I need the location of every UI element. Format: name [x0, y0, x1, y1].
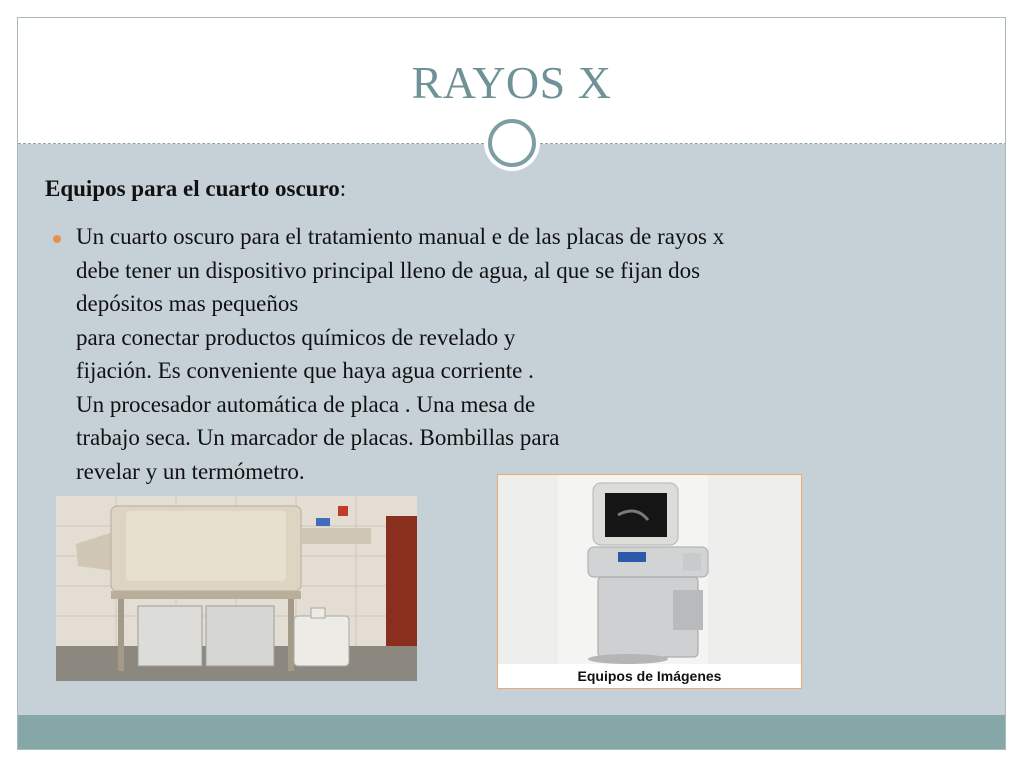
- bullet-icon: [53, 235, 61, 243]
- image-caption: Equipos de Imágenes: [498, 664, 801, 688]
- slide-title: RAYOS X: [411, 57, 612, 108]
- bullet-line: trabajo seca. Un marcador de placas. Bombillas para: [76, 425, 560, 450]
- section-heading-bold: Equipos para el cuarto oscuro: [45, 176, 340, 201]
- title-divider-left: [18, 143, 484, 144]
- bullet-line: depósitos mas pequeños: [76, 291, 299, 316]
- slide: [17, 17, 1006, 750]
- section-heading: [45, 176, 346, 202]
- imaging-equipment-photo: [497, 474, 802, 689]
- ultrasound-machine-illustration: [498, 475, 801, 665]
- divider-circle-ring: [488, 119, 536, 167]
- darkroom-processor-illustration: [56, 496, 417, 681]
- bullet-line: fijación. Es conveniente que haya agua corriente .: [76, 358, 534, 383]
- title-divider-right: [540, 143, 1006, 144]
- bullet-line: revelar y un termómetro.: [76, 458, 305, 484]
- section-heading-colon: :: [339, 176, 347, 201]
- footer-bar: [18, 715, 1005, 749]
- darkroom-processor-photo: [56, 496, 417, 681]
- bullet-line: debe tener un dispositivo principal lleno de agua, al que se fijan dos: [76, 257, 701, 283]
- bullet-paragraph: [76, 220, 976, 488]
- bullet-line: Un cuarto oscuro para el tratamiento manual e de las placas de rayos x: [76, 224, 725, 249]
- bullet-line: Un procesador automática de placa . Una mesa de: [76, 391, 536, 417]
- bullet-line: para conectar productos químicos de revelado y: [76, 324, 516, 350]
